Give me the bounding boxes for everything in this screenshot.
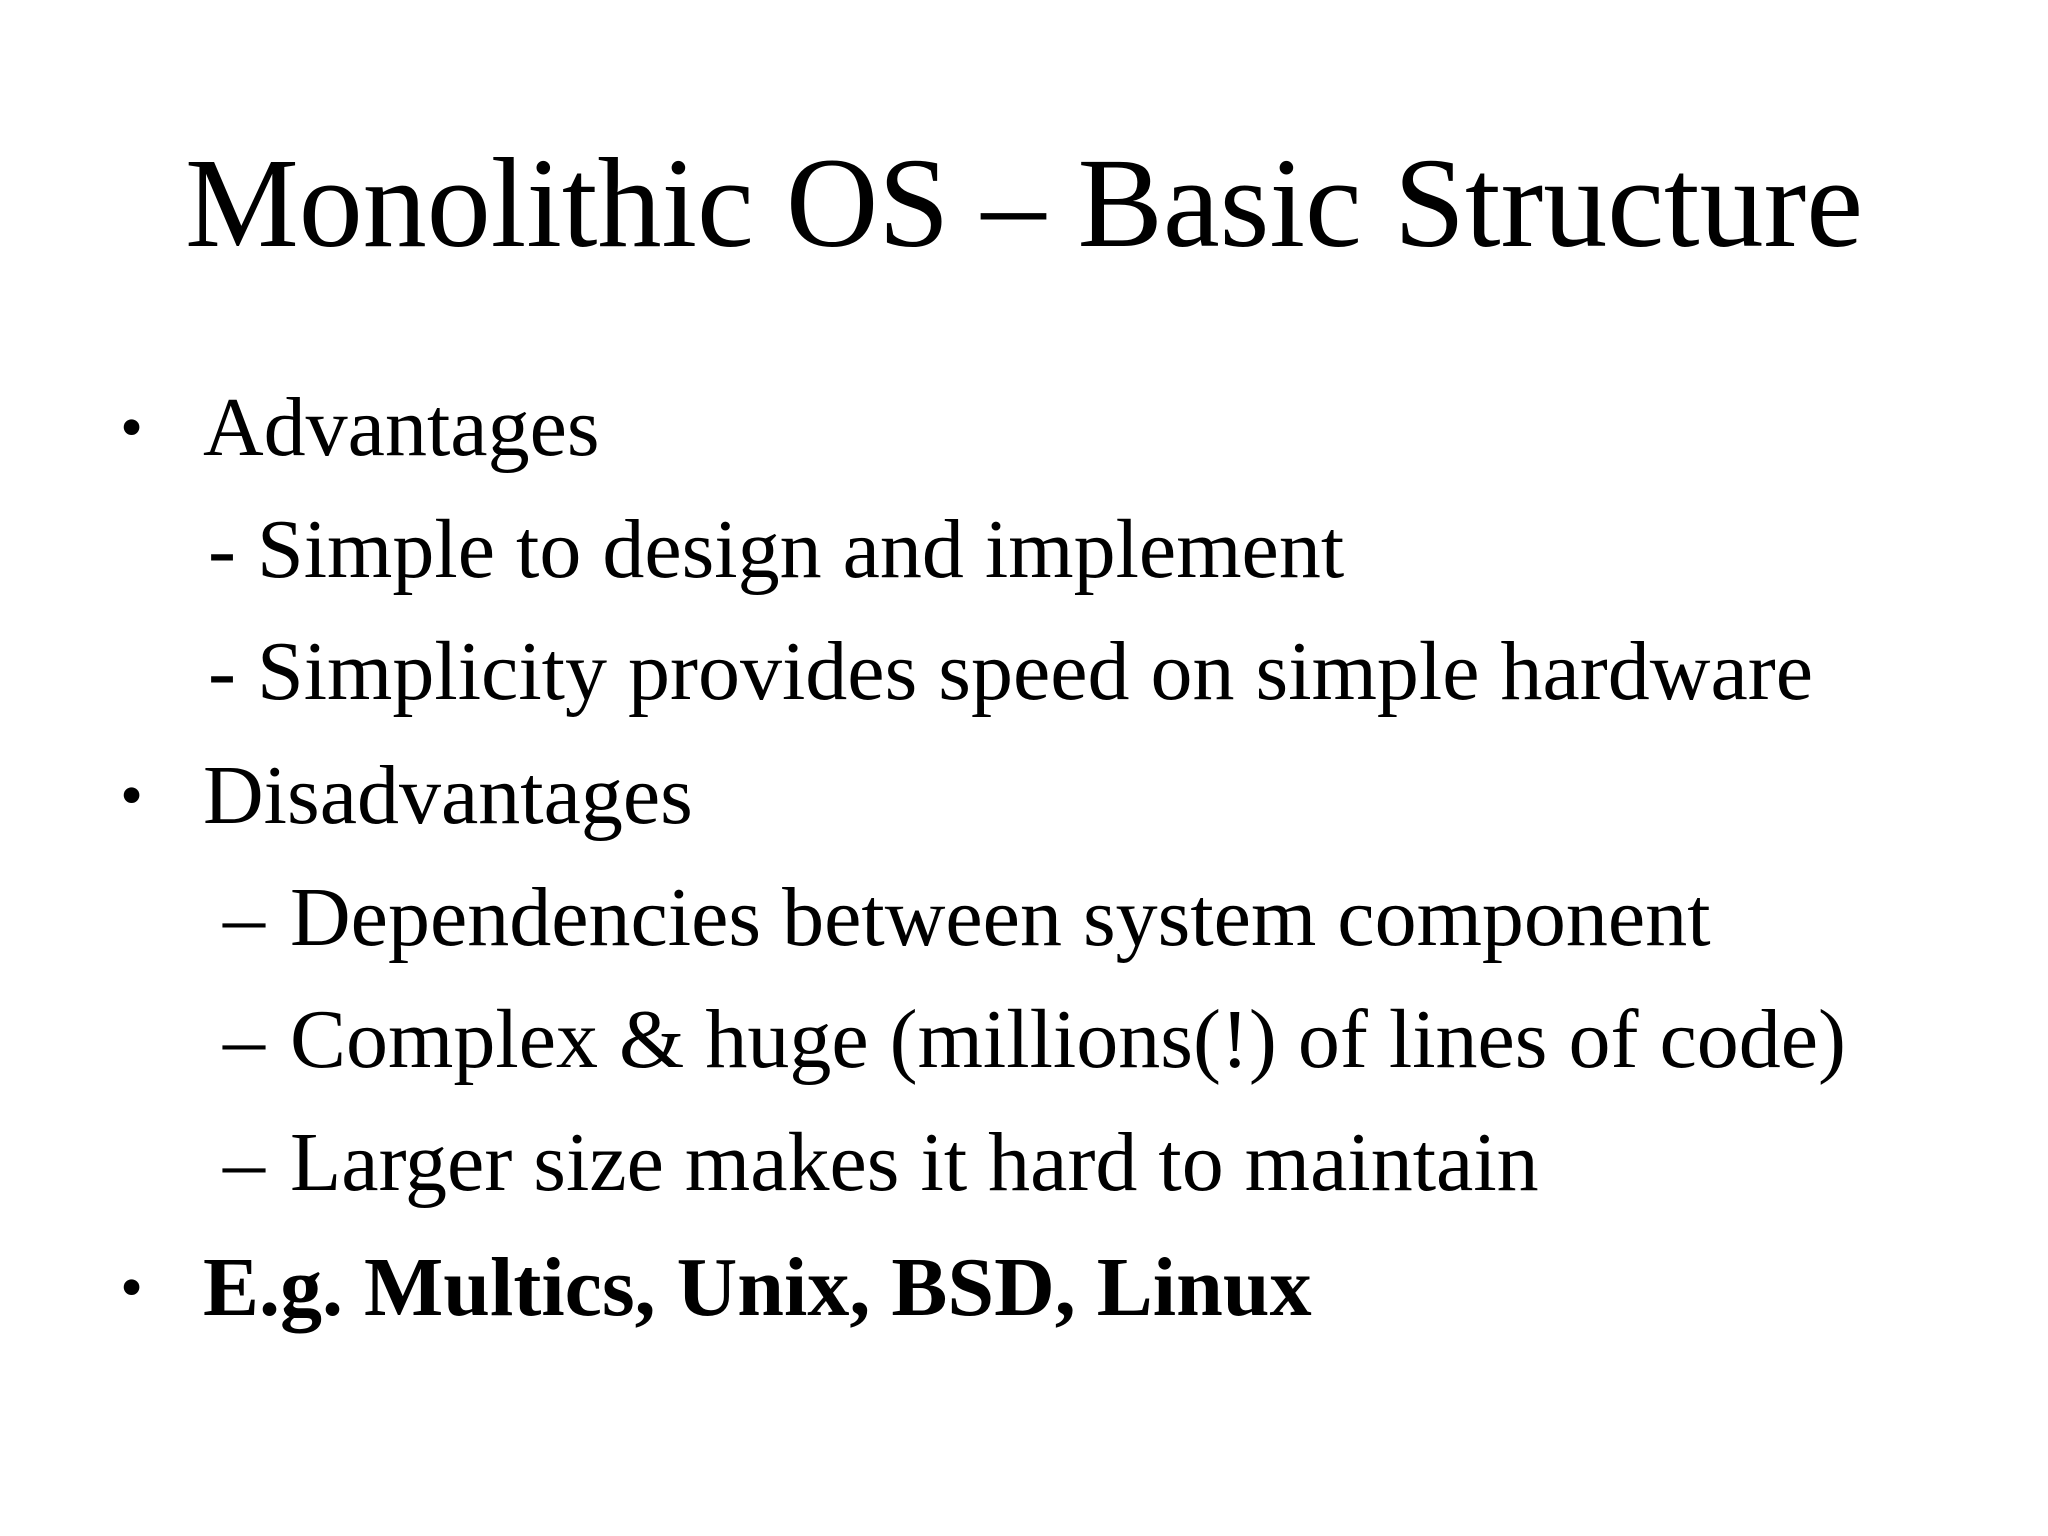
- bullet-disadvantages: Disadvantages: [203, 749, 693, 842]
- bullet-marker: •: [120, 1251, 144, 1324]
- bullet-marker: •: [120, 759, 144, 832]
- bullet-marker: •: [120, 391, 144, 464]
- bullet-examples: E.g. Multics, Unix, BSD, Linux: [203, 1241, 1312, 1334]
- slide-title: Monolithic OS – Basic Structure: [184, 132, 1864, 274]
- sub-item-dependencies: Dependencies between system component: [290, 871, 1711, 964]
- dash-marker: –: [223, 1116, 265, 1209]
- dash-marker: –: [223, 871, 265, 964]
- sub-item-simplicity-speed: - Simplicity provides speed on simple hardware: [208, 625, 1813, 718]
- dash-marker: –: [223, 993, 265, 1086]
- sub-item-larger-size: Larger size makes it hard to maintain: [290, 1116, 1539, 1209]
- bullet-advantages: Advantages: [203, 381, 600, 474]
- sub-item-complex-huge: Complex & huge (millions(!) of lines of code): [290, 993, 1847, 1086]
- sub-item-simple-design: - Simple to design and implement: [208, 503, 1345, 596]
